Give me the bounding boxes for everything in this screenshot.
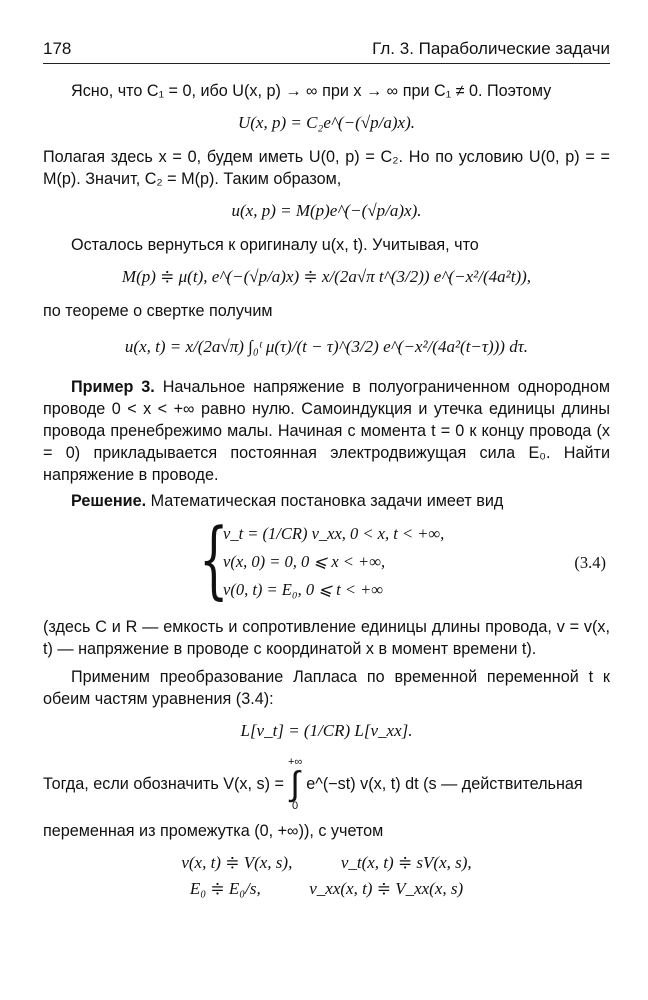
formula-correspondence: M(p) ≑ μ(t), e^(−(√p/a)x) ≑ x/(2a√π t^(3/2)) e^(−x²/(4a²t)), bbox=[121, 267, 532, 286]
equation-system bbox=[43, 510, 610, 608]
paragraph-6: Применим преобразование Лапласа по временной переменной t к обеим частям уравнения (3.4): bbox=[43, 668, 610, 708]
system-line-2: v(x, 0) = 0, 0 ⩽ x < +∞, bbox=[223, 552, 386, 571]
paragraph-4: по теореме о свертке получим bbox=[43, 302, 273, 320]
formula-u-xp: u(x, p) = M(p)e^(−(√p/a)x). bbox=[231, 201, 422, 220]
paragraph-7c: переменная из промежутка (0, +∞)), с учетом bbox=[43, 822, 384, 840]
paragraph-7-line bbox=[43, 756, 610, 812]
paragraph-7b: e^(−st) v(x, t) dt (s — действительная bbox=[306, 775, 583, 793]
paragraph-2: Полагая здесь x = 0, будем иметь U(0, p) = C₂. Но по условию U(0, p) = = M(p). Значит, C₂ = M(p). Таким образом, bbox=[43, 148, 610, 188]
formula-image-E0: E₀ ≑ E₀/s, bbox=[189, 879, 261, 898]
formula-image-vt: v_t(x, t) ≑ sV(x, s), bbox=[340, 853, 472, 872]
chapter-title: Гл. 3. Параболические задачи bbox=[372, 39, 610, 58]
page-number: 178 bbox=[43, 39, 72, 58]
formula-convolution: u(x, t) = x/(2a√π) ∫₀ᵗ μ(τ)/(t − τ)^(3/2) e^(−x²/(4a²(t−τ))) dτ. bbox=[124, 337, 529, 356]
integral-sign: +∞ ∫ 0 bbox=[287, 756, 303, 812]
example-3 bbox=[43, 376, 610, 486]
system-line-3: v(0, t) = E₀, 0 ⩽ t < +∞ bbox=[223, 580, 384, 599]
running-header bbox=[43, 38, 610, 64]
example-label: Пример 3. bbox=[71, 378, 155, 396]
paragraph-7a: Тогда, если обозначить V(x, s) = bbox=[43, 775, 284, 793]
example-text: Начальное напряжение в полуограниченном однородном проводе 0 < x < +∞ равно нулю. Самоиндукция и утечка единицы длины провода пренебрежимо малы. Начиная с момента t = 0 к концу провода (x = 0) прикладывается постоянная электродвижущая сила E₀. Найти напряжение в проводе. bbox=[43, 378, 611, 484]
solution-text: Математическая постановка задачи имеет вид bbox=[150, 492, 504, 510]
formula-laplace: L[v_t] = (1/CR) L[v_xx]. bbox=[240, 721, 413, 740]
paragraph-5: (здесь C и R — емкость и сопротивление единицы длины провода, v = v(x, t) — напряжение в проводе с координатой x в момент времени t). bbox=[43, 618, 610, 658]
integral-upper-limit: +∞ bbox=[287, 756, 303, 768]
left-brace: { bbox=[199, 510, 229, 608]
paragraph-3: Осталось вернуться к оригиналу u(x, t). Учитывая, что bbox=[71, 236, 479, 254]
formula-images-2 bbox=[43, 878, 610, 900]
formula-image-v: v(x, t) ≑ V(x, s), bbox=[181, 853, 293, 872]
integral-lower-limit: 0 bbox=[292, 800, 299, 812]
system-line-1: v_t = (1/CR) v_xx, 0 < x, t < +∞, bbox=[223, 524, 445, 543]
formula-image-vxx: v_xx(x, t) ≑ V_xx(x, s) bbox=[309, 879, 464, 898]
formula-images-1 bbox=[43, 852, 610, 874]
solution-label: Решение. bbox=[71, 492, 147, 510]
formula-U: U(x, p) = C₂e^(−(√p/a)x). bbox=[237, 113, 416, 132]
solution bbox=[43, 490, 610, 512]
equation-number: (3.4) bbox=[574, 553, 606, 572]
paragraph-1: Ясно, что C₁ = 0, ибо U(x, p) → ∞ при x → ∞ при C₁ ≠ 0. Поэтому bbox=[71, 82, 552, 100]
